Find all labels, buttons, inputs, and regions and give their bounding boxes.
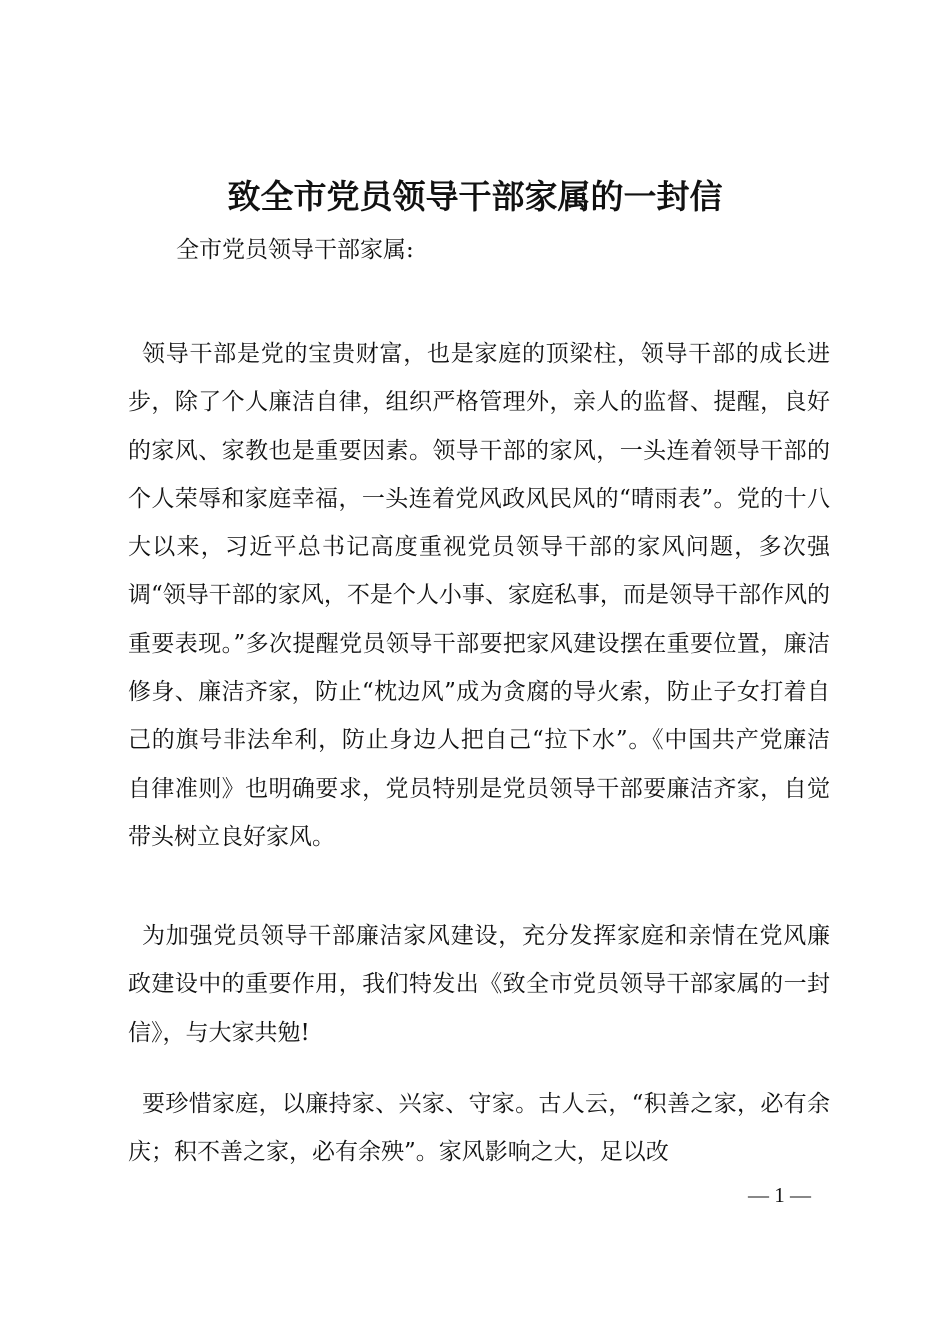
paragraph-2: 为加强党员领导干部廉洁家风建设，充分发挥家庭和亲情在党风廉政建设中的重要作用，我们特发出《致全市党员领导干部家属的一封信》，与大家共勉! <box>128 923 830 1046</box>
letter-title: 致全市党员领导干部家属的一封信 <box>227 177 723 216</box>
paragraph-1: 领导干部是党的宝贵财富，也是家庭的顶梁柱，领导干部的成长进步，除了个人廉洁自律，组织严格管理外，亲人的监督、提醒，良好的家风、家教也是重要因素。领导干部的家风，一头连着领导干部的个人荣辱和家庭幸福，一头连着党风政风民风的“晴雨表”。党的十八大以来，习近平总书记高度重视党员领导干部的家风问题，多次强调“领导干部的家风，不是个人小事、家庭私事，而是领导干部作风的重要表现。”多次提醒党员领导干部要把家风建设摆在重要位置，廉洁修身、廉洁齐家，防止“枕边风”成为贪腐的导火索，防止子女打着自己的旗号非法牟利，防止身边人把自己“拉下水”。《中国共产党廉洁自律准则》也明确要求，党员特别是党员领导干部要廉洁齐家，自觉带头树立良好家风。 <box>128 341 830 850</box>
paragraph-3: 要珍惜家庭，以廉持家、兴家、守家。古人云，“积善之家，必有余庆；积不善之家，必有余殃”。家风影响之大，足以改 <box>128 1091 830 1166</box>
salutation: 全市党员领导干部家属: <box>176 237 414 263</box>
page-number: — 1 — <box>748 1183 811 1207</box>
